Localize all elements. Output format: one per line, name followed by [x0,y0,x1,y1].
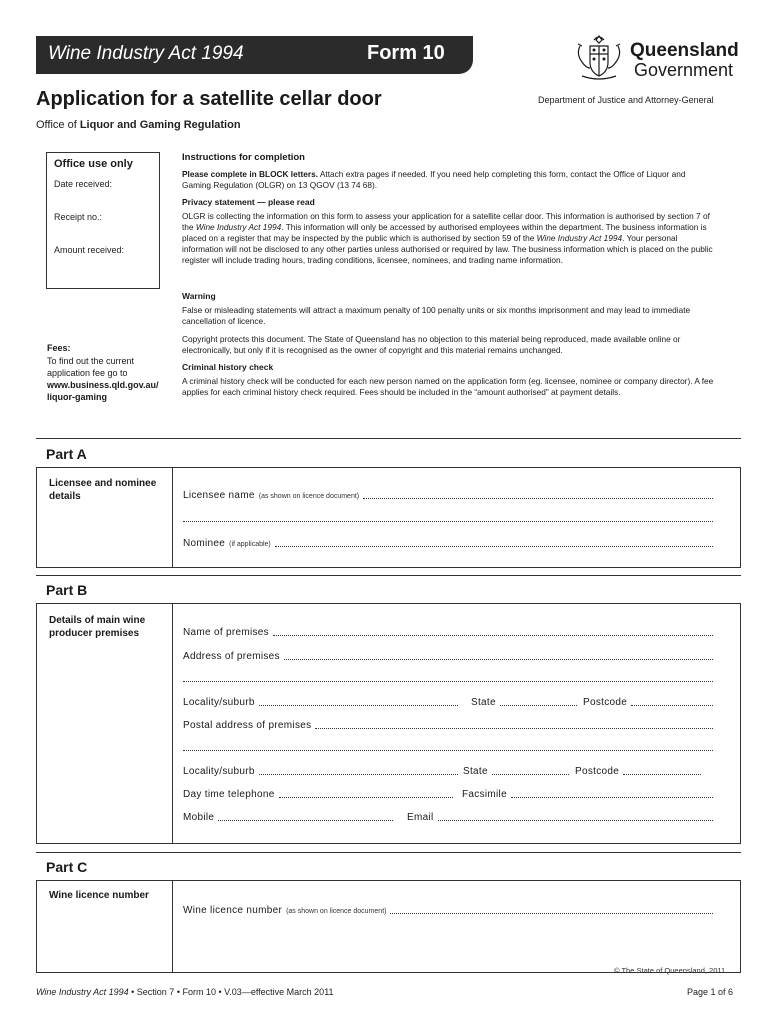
department-name: Department of Justice and Attorney-General [538,95,714,105]
postcode-label: Postcode [583,697,628,708]
postal-postcode-label: Postcode [575,766,620,777]
privacy-act-1: Wine Industry Act 1994 [195,222,282,232]
criminal-text: A criminal history check will be conducted for each new person named on the application form (eg. licensee, nominee or company director). A fee applies for each criminal history check required. Fees should be included in the “amount authorised” at payment details. [182,376,714,397]
fees-text: To find out the current application fee go to [47,356,135,378]
premises-address-line[interactable] [284,659,713,660]
amount-received-label: Amount received: [54,245,125,255]
mobile-field[interactable] [183,812,393,823]
postal-locality-field[interactable] [183,766,458,777]
premises-address-label: Address of premises [183,651,280,662]
warning-heading: Warning [182,291,216,301]
premises-name-line[interactable] [273,635,713,636]
wine-licence-number-line[interactable] [390,913,713,914]
queensland-coat-of-arms-icon [572,32,626,82]
nominee-label: Nominee [183,538,226,549]
privacy-act-2: Wine Industry Act 1994 [536,233,623,243]
licensee-name-note: (as shown on licence document) [258,493,360,500]
wine-licence-number-field[interactable] [183,905,713,916]
footer-copyright: © The State of Queensland, 2011 [614,966,726,975]
criminal-heading: Criminal history check [182,362,274,372]
state-label: State [471,697,496,708]
warning-text: False or misleading statements will attract a maximum penalty of 100 penalty units or six months imprisonment and may lead to immediate cancellation of licence. [182,305,691,326]
privacy-heading: Privacy statement — please read [182,197,315,207]
postal-address-line-2[interactable] [183,750,713,751]
premises-address-line-2[interactable] [183,681,713,682]
wine-licence-number-label: Wine licence number [183,905,283,916]
email-field[interactable] [407,812,713,823]
part-c-label: Wine licence number [49,890,149,901]
nominee-line[interactable] [275,546,713,547]
licensee-name-line-2[interactable] [183,521,713,522]
postcode-field[interactable] [583,697,713,708]
page-number: Page 1 of 6 [687,987,734,997]
facsimile-label: Facsimile [462,789,507,800]
mobile-line[interactable] [218,820,393,821]
email-label: Email [407,812,434,823]
locality-field[interactable] [183,697,458,708]
email-line[interactable] [438,820,713,821]
postal-address-label: Postal address of premises [183,720,312,731]
postal-locality-line[interactable] [259,774,458,775]
wine-licence-number-note: (as shown on licence document) [286,908,387,915]
office-name [36,119,241,131]
part-a-label: Licensee and nominee details [49,478,157,502]
instructions-complete-text: Attach extra pages if needed. If you need help completing this form, contact the Office of Liquor and Gaming Regulation (OLGR) on 13 QGOV (13 74 68). [182,169,686,190]
locality-label: Locality/suburb [183,697,255,708]
part-c-rule [36,852,741,853]
office-use-title: Office use only [54,158,133,170]
premises-name-field[interactable] [183,627,713,638]
postal-state-field[interactable] [463,766,569,777]
premises-address-field[interactable] [183,651,713,662]
form-number: Form 10 [367,42,445,64]
locality-line[interactable] [259,705,458,706]
postal-postcode-field[interactable] [575,766,701,777]
nominee-note: (if applicable) [229,541,271,548]
part-b-heading: Part B [46,582,88,598]
part-b-divider [172,603,173,844]
act-title: Wine Industry Act 1994 [48,43,244,64]
telephone-label: Day time telephone [183,789,275,800]
licensee-name-line[interactable] [363,498,713,499]
receipt-no-label: Receipt no.: [54,212,103,222]
state-line[interactable] [500,705,577,706]
postal-state-label: State [463,766,488,777]
form-title: Application for a satellite cellar door [36,88,382,110]
part-b-label: Details of main wine producer premises [49,615,146,639]
nominee-field[interactable] [183,538,713,549]
postal-address-line[interactable] [315,728,713,729]
postal-state-line[interactable] [492,774,569,775]
footer-act: Wine Industry Act 1994 [36,987,129,997]
part-a-rule [36,438,741,439]
part-a-heading: Part A [46,446,87,462]
postal-postcode-line[interactable] [623,774,701,775]
licensee-name-label: Licensee name [183,490,255,501]
state-field[interactable] [471,697,577,708]
part-c-heading: Part C [46,859,88,875]
postcode-line[interactable] [631,705,713,706]
part-a-divider [172,467,173,568]
licensee-name-field[interactable] [183,490,713,501]
privacy-text-1: OLGR is collecting the information on this form to assess your application for a satellite cellar door. This information is authorised by section 7 of the [182,211,710,232]
instructions-heading: Instructions for completion [182,152,305,163]
instructions-complete-bold: Please complete in BLOCK letters. [182,169,319,179]
fees-link[interactable]: www.business.qld.gov.au/ liquor-gaming [47,380,159,402]
office-prefix: Office of [36,119,77,131]
telephone-field[interactable] [183,789,453,800]
footer-details: • Section 7 • Form 10 • V.03—effective March 2011 [128,987,334,997]
premises-name-label: Name of premises [183,627,269,638]
logo-text-queensland: Queensland [630,40,739,61]
postal-address-field[interactable] [183,720,713,731]
part-b-rule [36,575,741,576]
date-received-label: Date received: [54,179,113,189]
facsimile-field[interactable] [462,789,713,800]
telephone-line[interactable] [279,797,453,798]
privacy-text-3: . Your personal information will not be disclosed to any other parties unless authorised or required by law. The business information which is placed on the public register will include trading hours, trading conditions, licensee, nominees, and trading name information. [182,233,713,265]
copyright-notice: Copyright protects this document. The State of Queensland has no objection to this material being reproduced, made available online or electronically, but only if it is recognised as the owner of copyright and this material remains unchanged. [182,334,681,355]
postal-locality-label: Locality/suburb [183,766,255,777]
privacy-text-2: . This information will only be accessed by authorised employees within the department. The business information is placed on a register that may be inspected by the public which is authorised by section 59 of the [182,222,707,243]
facsimile-line[interactable] [511,797,713,798]
mobile-label: Mobile [183,812,215,823]
fees-title: Fees: [47,343,71,353]
office-name-bold: Liquor and Gaming Regulation [79,119,241,131]
privacy-text [182,211,714,266]
footer-form-details [36,987,334,997]
logo-text-government: Government [634,60,734,80]
instructions-complete [182,169,714,191]
part-c-divider [172,880,173,973]
